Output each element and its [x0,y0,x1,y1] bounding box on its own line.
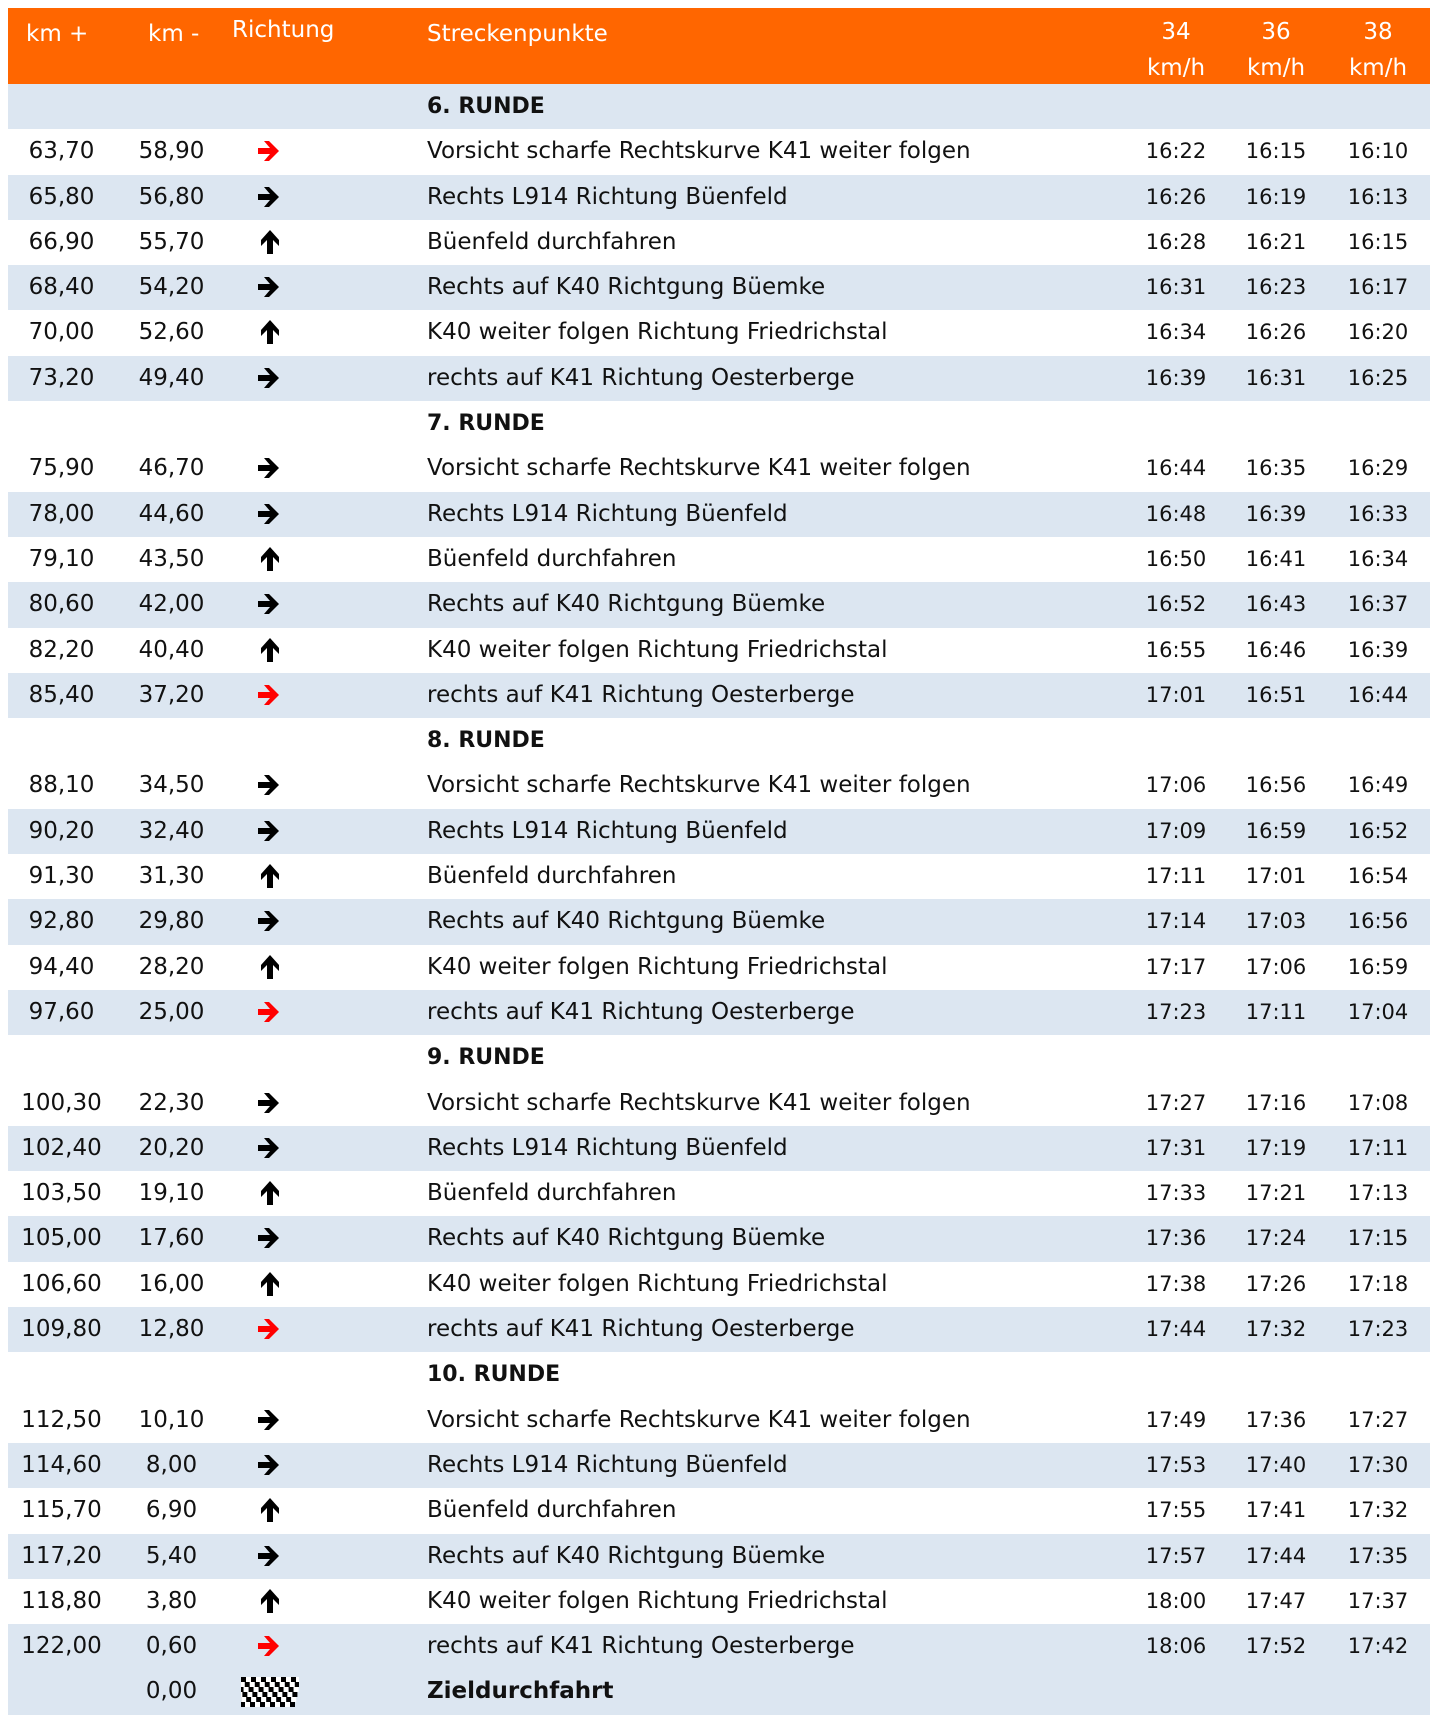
streckenpunkt-cell: Rechts auf K40 Richtgung Büemke [427,582,825,627]
time-36-cell: 17:24 [1228,1216,1324,1261]
time-38-cell: 16:59 [1328,945,1428,990]
time-34-cell: 18:00 [1128,1579,1224,1624]
arrow-right-icon [240,673,300,718]
section-title: 10. RUNDE [427,1352,560,1397]
streckenpunkt-cell: rechts auf K41 Richtung Oesterberge [427,1307,854,1352]
km-minus-cell: 12,80 [118,1307,225,1352]
table-row [8,492,1430,537]
time-34-cell: 16:55 [1128,628,1224,673]
km-plus-cell: 63,70 [8,129,115,174]
section-title: 6. RUNDE [427,84,545,129]
header-richtung: Richtung [232,16,334,44]
time-38-cell: 17:18 [1328,1262,1428,1307]
km-minus-cell: 34,50 [118,763,225,808]
table-row [8,1262,1430,1307]
km-minus-cell: 28,20 [118,945,225,990]
streckenpunkt-cell: K40 weiter folgen Richtung Friedrichstal [427,1262,888,1307]
time-36-cell: 17:26 [1228,1262,1324,1307]
time-34-cell: 17:55 [1128,1488,1224,1533]
table-row [8,1579,1430,1624]
time-36-cell: 17:47 [1228,1579,1324,1624]
km-plus-cell: 80,60 [8,582,115,627]
table-row [8,1081,1430,1126]
time-34-cell: 17:44 [1128,1307,1224,1352]
time-38-cell: 17:11 [1328,1126,1428,1171]
time-34-cell: 17:17 [1128,945,1224,990]
table-row [8,582,1430,627]
time-36-cell: 17:40 [1228,1443,1324,1488]
streckenpunkt-cell: K40 weiter folgen Richtung Friedrichstal [427,1579,888,1624]
header-km-minus: km - [148,20,199,48]
km-minus-cell: 29,80 [118,899,225,944]
arrow-right-icon [240,1443,300,1488]
streckenpunkt-cell: K40 weiter folgen Richtung Friedrichstal [427,628,888,673]
km-minus-cell: 5,40 [118,1534,225,1579]
time-38-cell: 17:37 [1328,1579,1428,1624]
km-minus-cell: 10,10 [118,1398,225,1443]
arrow-right-icon [240,1126,300,1171]
time-38-cell: 16:33 [1328,492,1428,537]
time-34-cell: 16:34 [1128,310,1224,355]
time-38-cell: 16:44 [1328,673,1428,718]
time-38-cell: 16:15 [1328,220,1428,265]
time-38-cell: 16:37 [1328,582,1428,627]
km-minus-cell: 16,00 [118,1262,225,1307]
time-38-cell: 16:56 [1328,899,1428,944]
km-plus-cell: 117,20 [8,1534,115,1579]
route-table [8,8,1430,1715]
time-34-cell: 16:44 [1128,446,1224,491]
time-38-cell: 16:25 [1328,356,1428,401]
km-minus-cell: 8,00 [118,1443,225,1488]
arrow-up-icon [240,220,300,265]
arrow-right-icon [240,899,300,944]
streckenpunkt-cell: Büenfeld durchfahren [427,537,676,582]
streckenpunkt-cell: Rechts auf K40 Richtgung Büemke [427,1216,825,1261]
section-row [8,401,1430,446]
time-36-cell: 17:21 [1228,1171,1324,1216]
time-38-cell: 16:39 [1328,628,1428,673]
streckenpunkt-cell: Rechts auf K40 Richtgung Büemke [427,265,825,310]
table-row [8,1171,1430,1216]
km-minus-cell: 22,30 [118,1081,225,1126]
streckenpunkt-cell: Zieldurchfahrt [427,1669,613,1714]
time-38-cell: 17:27 [1328,1398,1428,1443]
km-plus-cell: 85,40 [8,673,115,718]
arrow-right-icon [240,175,300,220]
km-minus-cell: 0,60 [118,1624,225,1669]
streckenpunkt-cell: Büenfeld durchfahren [427,854,676,899]
km-plus-cell [8,1669,115,1714]
header-unit-36: km/h [1228,54,1324,82]
arrow-right-icon [240,492,300,537]
header-unit-38: km/h [1328,54,1428,82]
time-34-cell: 16:50 [1128,537,1224,582]
table-row [8,175,1430,220]
streckenpunkt-cell: K40 weiter folgen Richtung Friedrichstal [427,945,888,990]
time-36-cell: 16:21 [1228,220,1324,265]
time-36-cell: 16:39 [1228,492,1324,537]
streckenpunkt-cell: K40 weiter folgen Richtung Friedrichstal [427,310,888,355]
finish-flag-icon [240,1669,300,1714]
time-36-cell: 17:41 [1228,1488,1324,1533]
km-minus-cell: 55,70 [118,220,225,265]
km-plus-cell: 109,80 [8,1307,115,1352]
arrow-right-icon [240,1398,300,1443]
km-plus-cell: 66,90 [8,220,115,265]
time-36-cell: 16:43 [1228,582,1324,627]
time-34-cell: 17:27 [1128,1081,1224,1126]
streckenpunkt-cell: rechts auf K41 Richtung Oesterberge [427,1624,854,1669]
time-38-cell: 17:08 [1328,1081,1428,1126]
time-36-cell: 16:23 [1228,265,1324,310]
table-row [8,628,1430,673]
time-34-cell: 16:39 [1128,356,1224,401]
km-plus-cell: 94,40 [8,945,115,990]
section-title: 7. RUNDE [427,401,545,446]
table-row [8,1488,1430,1533]
streckenpunkt-cell: Vorsicht scharfe Rechtskurve K41 weiter folgen [427,763,971,808]
time-38-cell: 17:15 [1328,1216,1428,1261]
table-row [8,129,1430,174]
header-speed-34: 34 [1128,18,1224,46]
km-plus-cell: 103,50 [8,1171,115,1216]
table-row [8,310,1430,355]
section-title: 8. RUNDE [427,718,545,763]
table-row [8,809,1430,854]
time-36-cell: 16:35 [1228,446,1324,491]
arrow-up-icon [240,310,300,355]
km-minus-cell: 54,20 [118,265,225,310]
arrow-right-icon [240,1624,300,1669]
time-34-cell: 17:31 [1128,1126,1224,1171]
arrow-right-icon [240,265,300,310]
streckenpunkt-cell: Rechts L914 Richtung Büenfeld [427,1126,788,1171]
time-34-cell: 17:57 [1128,1534,1224,1579]
table-row [8,265,1430,310]
table-row [8,1624,1430,1669]
time-34-cell: 16:22 [1128,129,1224,174]
header-km-plus: km + [26,20,88,48]
table-row [8,1443,1430,1488]
table-row [8,1307,1430,1352]
streckenpunkt-cell: rechts auf K41 Richtung Oesterberge [427,673,854,718]
time-36-cell: 16:26 [1228,310,1324,355]
table-row [8,1126,1430,1171]
time-36-cell: 17:44 [1228,1534,1324,1579]
km-plus-cell: 105,00 [8,1216,115,1261]
km-plus-cell: 118,80 [8,1579,115,1624]
streckenpunkt-cell: Rechts auf K40 Richtgung Büemke [427,899,825,944]
time-36-cell: 17:36 [1228,1398,1324,1443]
km-minus-cell: 31,30 [118,854,225,899]
time-34-cell [1128,1669,1224,1714]
km-minus-cell: 3,80 [118,1579,225,1624]
time-34-cell: 17:36 [1128,1216,1224,1261]
arrow-right-icon [240,1534,300,1579]
table-row [8,220,1430,265]
km-minus-cell: 49,40 [118,356,225,401]
km-plus-cell: 78,00 [8,492,115,537]
km-minus-cell: 17,60 [118,1216,225,1261]
table-body [8,84,1430,1715]
time-34-cell: 17:06 [1128,763,1224,808]
km-minus-cell: 44,60 [118,492,225,537]
time-36-cell: 17:19 [1228,1126,1324,1171]
time-38-cell: 16:49 [1328,763,1428,808]
km-plus-cell: 91,30 [8,854,115,899]
time-34-cell: 17:53 [1128,1443,1224,1488]
time-34-cell: 16:26 [1128,175,1224,220]
km-minus-cell: 6,90 [118,1488,225,1533]
km-plus-cell: 100,30 [8,1081,115,1126]
time-36-cell: 16:31 [1228,356,1324,401]
time-36-cell: 16:46 [1228,628,1324,673]
km-plus-cell: 102,40 [8,1126,115,1171]
km-plus-cell: 65,80 [8,175,115,220]
table-row [8,899,1430,944]
arrow-right-icon [240,129,300,174]
section-row [8,1352,1430,1397]
arrow-right-icon [240,356,300,401]
time-38-cell: 17:32 [1328,1488,1428,1533]
section-row [8,84,1430,129]
time-36-cell: 16:41 [1228,537,1324,582]
km-plus-cell: 112,50 [8,1398,115,1443]
time-34-cell: 17:33 [1128,1171,1224,1216]
km-plus-cell: 82,20 [8,628,115,673]
header-unit-34: km/h [1128,54,1224,82]
km-minus-cell: 32,40 [118,809,225,854]
arrow-up-icon [240,1488,300,1533]
arrow-right-icon [240,990,300,1035]
table-row [8,1398,1430,1443]
km-minus-cell: 40,40 [118,628,225,673]
time-36-cell: 17:52 [1228,1624,1324,1669]
arrow-right-icon [240,1081,300,1126]
arrow-up-icon [240,945,300,990]
km-plus-cell: 73,20 [8,356,115,401]
time-38-cell: 17:04 [1328,990,1428,1035]
header-streckenpunkte: Streckenpunkte [427,20,608,48]
km-plus-cell: 106,60 [8,1262,115,1307]
km-minus-cell: 42,00 [118,582,225,627]
streckenpunkt-cell: Rechts L914 Richtung Büenfeld [427,175,788,220]
section-title: 9. RUNDE [427,1035,545,1080]
time-38-cell: 16:29 [1328,446,1428,491]
arrow-up-icon [240,628,300,673]
streckenpunkt-cell: rechts auf K41 Richtung Oesterberge [427,356,854,401]
time-34-cell: 17:09 [1128,809,1224,854]
time-34-cell: 18:06 [1128,1624,1224,1669]
time-34-cell: 16:31 [1128,265,1224,310]
time-38-cell: 17:42 [1328,1624,1428,1669]
km-minus-cell: 58,90 [118,129,225,174]
table-row [8,356,1430,401]
time-36-cell: 17:16 [1228,1081,1324,1126]
km-plus-cell: 92,80 [8,899,115,944]
table-row [8,1669,1430,1714]
time-36-cell: 17:01 [1228,854,1324,899]
header-speed-38: 38 [1328,18,1428,46]
time-34-cell: 16:52 [1128,582,1224,627]
table-header [8,8,1430,84]
time-38-cell: 16:10 [1328,129,1428,174]
arrow-up-icon [240,1579,300,1624]
time-34-cell: 17:49 [1128,1398,1224,1443]
time-36-cell: 17:11 [1228,990,1324,1035]
time-36-cell: 16:59 [1228,809,1324,854]
arrow-up-icon [240,854,300,899]
streckenpunkt-cell: Vorsicht scharfe Rechtskurve K41 weiter folgen [427,1081,971,1126]
km-plus-cell: 90,20 [8,809,115,854]
time-38-cell: 16:52 [1328,809,1428,854]
km-minus-cell: 46,70 [118,446,225,491]
streckenpunkt-cell: Büenfeld durchfahren [427,1488,676,1533]
section-row [8,1035,1430,1080]
time-36-cell: 17:06 [1228,945,1324,990]
time-34-cell: 17:01 [1128,673,1224,718]
header-speed-36: 36 [1228,18,1324,46]
time-36-cell: 17:03 [1228,899,1324,944]
streckenpunkt-cell: Rechts L914 Richtung Büenfeld [427,1443,788,1488]
time-36-cell: 16:15 [1228,129,1324,174]
arrow-up-icon [240,1262,300,1307]
time-36-cell: 16:56 [1228,763,1324,808]
streckenpunkt-cell: rechts auf K41 Richtung Oesterberge [427,990,854,1035]
streckenpunkt-cell: Vorsicht scharfe Rechtskurve K41 weiter folgen [427,129,971,174]
table-row [8,446,1430,491]
section-row [8,718,1430,763]
table-row [8,945,1430,990]
km-plus-cell: 115,70 [8,1488,115,1533]
arrow-right-icon [240,763,300,808]
km-plus-cell: 75,90 [8,446,115,491]
time-38-cell: 17:30 [1328,1443,1428,1488]
arrow-up-icon [240,1171,300,1216]
km-plus-cell: 122,00 [8,1624,115,1669]
table-row [8,990,1430,1035]
time-38-cell: 16:34 [1328,537,1428,582]
time-34-cell: 16:28 [1128,220,1224,265]
time-36-cell [1228,1669,1324,1714]
km-plus-cell: 70,00 [8,310,115,355]
time-38-cell [1328,1669,1428,1714]
table-row [8,854,1430,899]
time-36-cell: 17:32 [1228,1307,1324,1352]
arrow-up-icon [240,537,300,582]
time-34-cell: 16:48 [1128,492,1224,537]
time-34-cell: 17:14 [1128,899,1224,944]
time-38-cell: 16:13 [1328,175,1428,220]
km-minus-cell: 43,50 [118,537,225,582]
km-minus-cell: 56,80 [118,175,225,220]
streckenpunkt-cell: Rechts auf K40 Richtgung Büemke [427,1534,825,1579]
time-38-cell: 16:17 [1328,265,1428,310]
km-plus-cell: 79,10 [8,537,115,582]
km-minus-cell: 0,00 [118,1669,225,1714]
km-minus-cell: 25,00 [118,990,225,1035]
streckenpunkt-cell: Vorsicht scharfe Rechtskurve K41 weiter folgen [427,446,971,491]
time-38-cell: 17:13 [1328,1171,1428,1216]
time-38-cell: 16:20 [1328,310,1428,355]
km-plus-cell: 88,10 [8,763,115,808]
streckenpunkt-cell: Büenfeld durchfahren [427,220,676,265]
arrow-right-icon [240,1216,300,1261]
km-minus-cell: 19,10 [118,1171,225,1216]
km-minus-cell: 37,20 [118,673,225,718]
arrow-right-icon [240,582,300,627]
table-row [8,673,1430,718]
km-plus-cell: 97,60 [8,990,115,1035]
time-38-cell: 16:54 [1328,854,1428,899]
km-minus-cell: 20,20 [118,1126,225,1171]
streckenpunkt-cell: Rechts L914 Richtung Büenfeld [427,492,788,537]
table-row [8,1216,1430,1261]
time-34-cell: 17:11 [1128,854,1224,899]
arrow-right-icon [240,446,300,491]
time-34-cell: 17:38 [1128,1262,1224,1307]
time-34-cell: 17:23 [1128,990,1224,1035]
streckenpunkt-cell: Rechts L914 Richtung Büenfeld [427,809,788,854]
km-minus-cell: 52,60 [118,310,225,355]
streckenpunkt-cell: Vorsicht scharfe Rechtskurve K41 weiter folgen [427,1398,971,1443]
time-36-cell: 16:19 [1228,175,1324,220]
time-36-cell: 16:51 [1228,673,1324,718]
km-plus-cell: 114,60 [8,1443,115,1488]
streckenpunkt-cell: Büenfeld durchfahren [427,1171,676,1216]
table-row [8,1534,1430,1579]
arrow-right-icon [240,1307,300,1352]
table-row [8,537,1430,582]
time-38-cell: 17:23 [1328,1307,1428,1352]
km-plus-cell: 68,40 [8,265,115,310]
table-row [8,763,1430,808]
time-38-cell: 17:35 [1328,1534,1428,1579]
arrow-right-icon [240,809,300,854]
